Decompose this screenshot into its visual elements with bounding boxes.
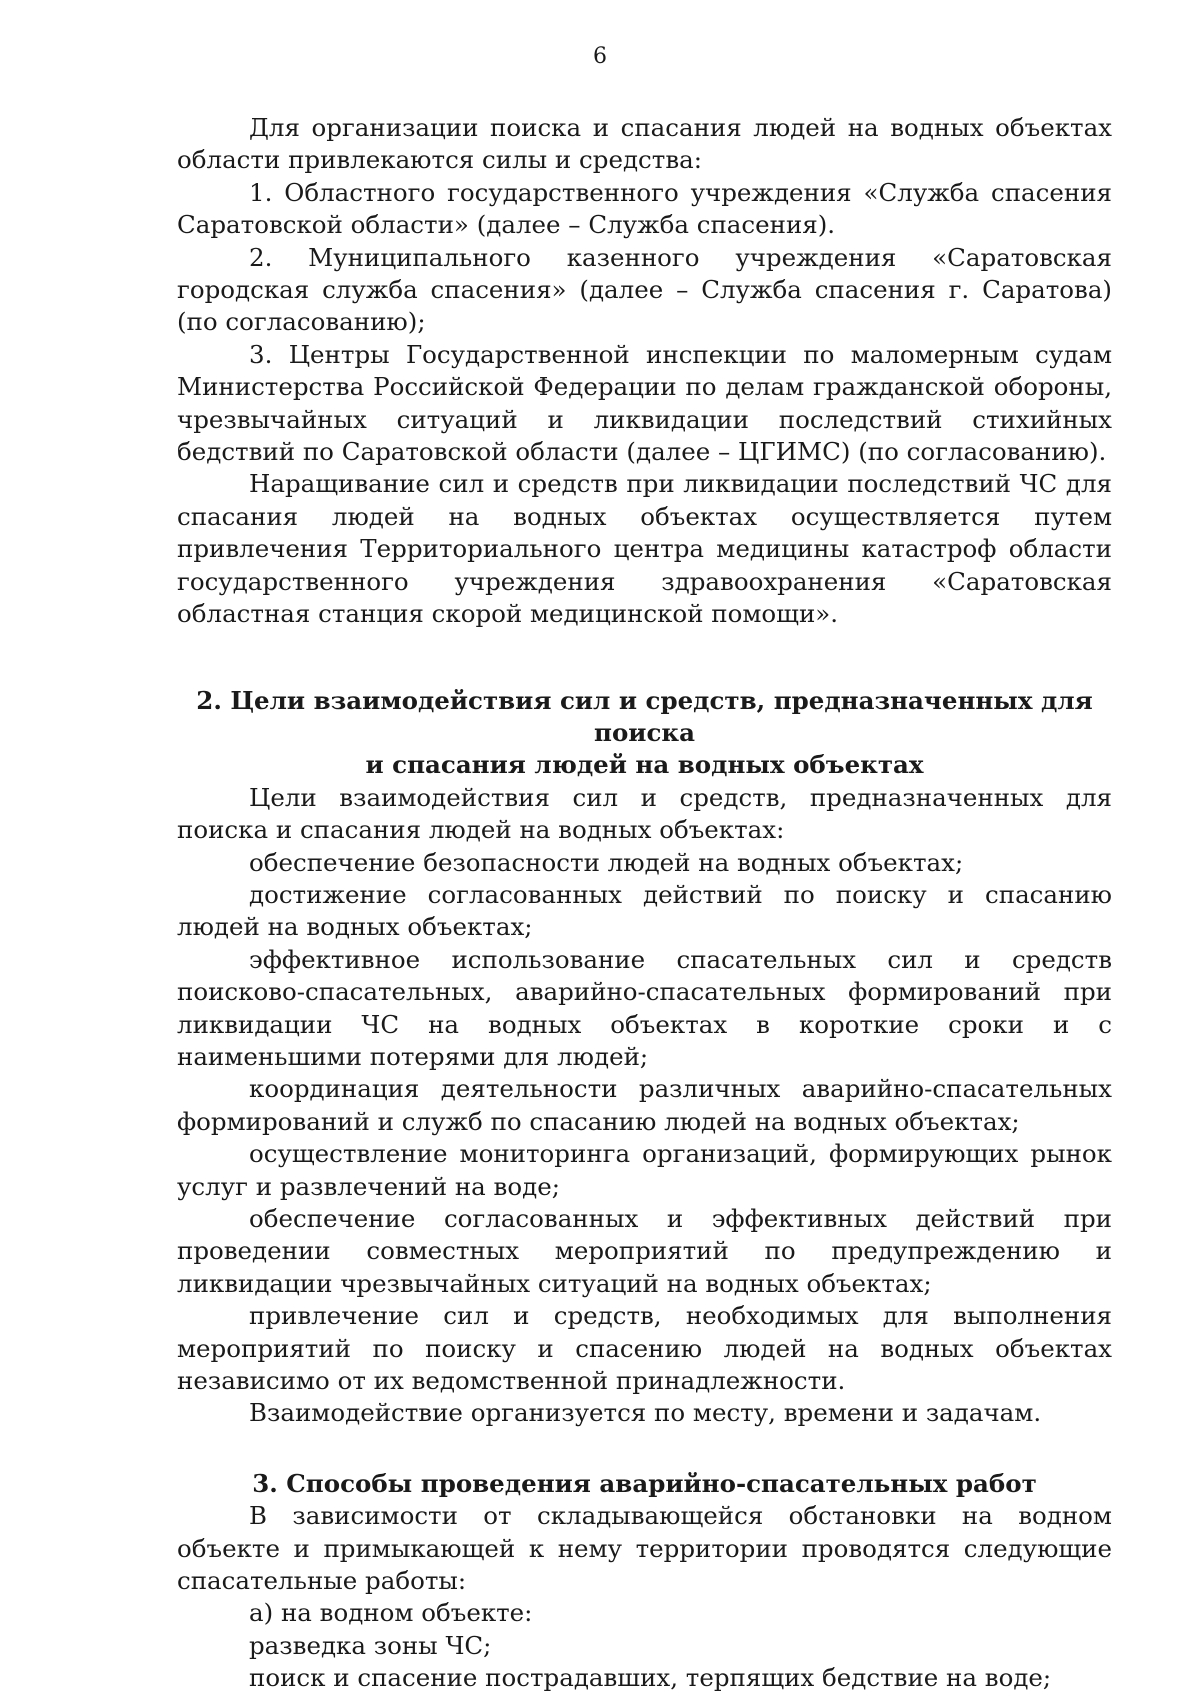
page-number: 6 bbox=[593, 44, 607, 69]
section1-buildup: Наращивание сил и средств при ликвидации последствий ЧС для спасания людей на водных объектах осуществляется путем привлечения Территориального центра медицины катастроф области государственного учреждения здравоохранения «Саратовская областная станция скорой медицинской помощи». bbox=[177, 469, 1112, 629]
section2-paragraph: привлечение сил и средств, необходимых для выполнения мероприятий по поиску и спасению людей на водных объектах независимо от их ведомственной принадлежности. bbox=[177, 1301, 1112, 1396]
section2-paragraph: обеспечение безопасности людей на водных объектах; bbox=[249, 847, 964, 877]
section-spacer bbox=[177, 631, 1112, 685]
section1-intro: Для организации поиска и спасания людей на водных объектах области привлекаются силы и средства: bbox=[177, 113, 1112, 175]
section3-paragraph: разведка зоны ЧС; bbox=[249, 1630, 492, 1660]
section3-paragraph: а) на водном объекте: bbox=[249, 1598, 533, 1628]
section2-paragraph: Цели взаимодействия сил и средств, предназначенных для поиска и спасания людей на водных объектах: bbox=[177, 782, 1112, 845]
section1-item-1: 1. Областного государственного учреждения «Служба спасения Саратовской области» (далее – Служба спасения). bbox=[177, 177, 1112, 240]
section2-heading-line2: и спасания людей на водных объектах bbox=[365, 750, 924, 780]
section2-paragraph: координация деятельности различных аварийно-спасательных формирований и служб по спасанию людей на водных объектах; bbox=[177, 1074, 1112, 1136]
section-spacer bbox=[177, 1430, 1112, 1468]
section2-heading bbox=[177, 685, 1112, 782]
section2-paragraph: обеспечение согласованных и эффективных действий при проведении совместных мероприятий по предупреждению и ликвидации чрезвычайных ситуаций на водных объектах; bbox=[177, 1204, 1112, 1298]
section2-paragraph: осуществление мониторинга организаций, формирующих рынок услуг и развлечений на воде; bbox=[177, 1139, 1112, 1201]
section2-paragraph: Взаимодействие организуется по месту, времени и задачам. bbox=[249, 1398, 1042, 1428]
section3-paragraph: В зависимости от складывающейся обстановки на водном объекте и примыкающей к нему территории проводятся следующие спасательные работы: bbox=[177, 1501, 1112, 1596]
document-body bbox=[177, 112, 1112, 1695]
section3-paragraph: поиск и спасение пострадавших, терпящих бедствие на воде; bbox=[249, 1663, 1052, 1693]
section2-paragraph: эффективное использование спасательных сил и средств поисково-спасательных, аварийно-спасательных формирований при ликвидации ЧС на водных объектах в короткие сроки и с наименьшими потерями для людей; bbox=[177, 944, 1112, 1071]
section2-heading-line1: 2. Цели взаимодействия сил и средств, предназначенных для поиска bbox=[196, 685, 1093, 747]
section1-item-3: 3. Центры Государственной инспекции по маломерным судам Министерства Российской Федерации по делам гражданской обороны, чрезвычайных ситуаций и ликвидации последствий стихийных бедствий по Саратовской области (далее – ЦГИМС) (по согласованию). bbox=[177, 339, 1112, 467]
section1-item-2: 2. Муниципального казенного учреждения «Саратовская городская служба спасения» (далее – Служба спасения г. Саратова) (по согласованию); bbox=[177, 242, 1112, 337]
section2-paragraph: достижение согласованных действий по поиску и спасанию людей на водных объектах; bbox=[177, 879, 1112, 942]
section3-heading: 3. Способы проведения аварийно-спасательных работ bbox=[252, 1468, 1037, 1498]
